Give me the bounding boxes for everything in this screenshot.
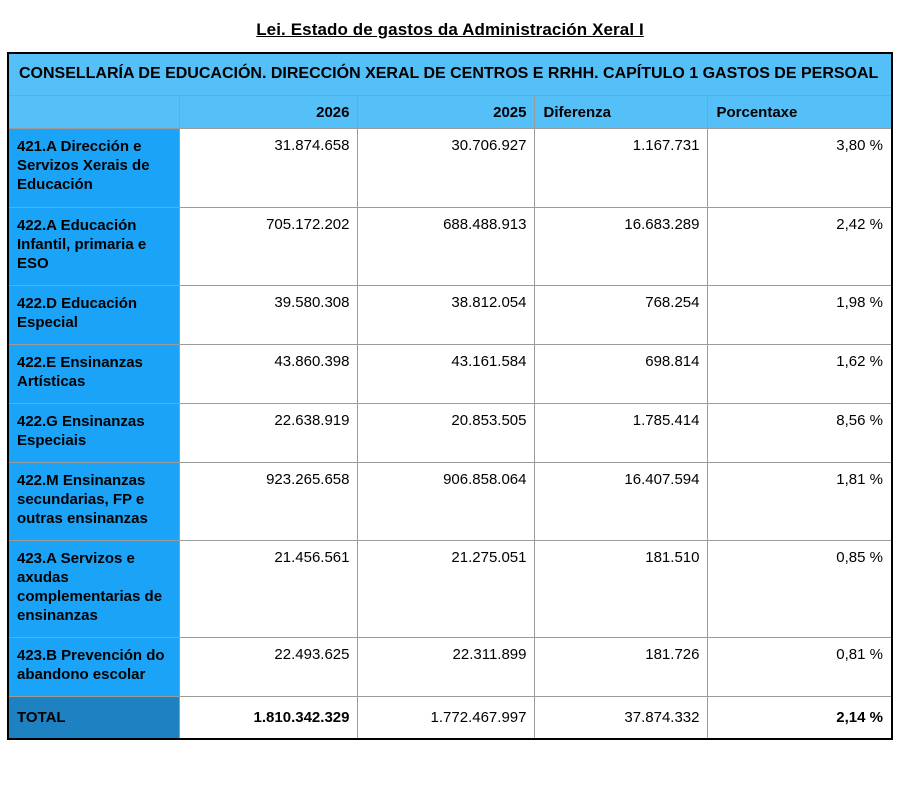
cell-2026: 43.860.398 — [180, 344, 358, 403]
cell-2025: 43.161.584 — [358, 344, 535, 403]
cell-porcentaxe: 0,81 % — [708, 638, 892, 697]
cell-porcentaxe: 1,81 % — [708, 462, 892, 540]
cell-2026: 705.172.202 — [180, 207, 358, 285]
cell-2025: 38.812.054 — [358, 285, 535, 344]
total-2025: 1.772.467.997 — [358, 697, 535, 740]
budget-table — [7, 52, 893, 740]
total-2026: 1.810.342.329 — [180, 697, 358, 740]
column-header-row — [8, 96, 892, 129]
cell-porcentaxe: 1,62 % — [708, 344, 892, 403]
cell-diferenza: 181.726 — [535, 638, 708, 697]
cell-2025: 688.488.913 — [358, 207, 535, 285]
table-row — [8, 403, 892, 462]
table-row — [8, 207, 892, 285]
table-row — [8, 344, 892, 403]
column-header-diferenza: Diferenza — [535, 96, 708, 129]
cell-diferenza: 698.814 — [535, 344, 708, 403]
cell-2025: 20.853.505 — [358, 403, 535, 462]
cell-diferenza: 1.785.414 — [535, 403, 708, 462]
row-label: 422.E Ensinanzas Artísticas — [8, 344, 180, 403]
column-header-2025: 2025 — [358, 96, 535, 129]
table-header-band: CONSELLARÍA DE EDUCACIÓN. DIRECCIÓN XERAL DE CENTROS E RRHH. CAPÍTULO 1 GASTOS DE PERSOAL — [8, 53, 892, 96]
cell-2025: 21.275.051 — [358, 541, 535, 638]
cell-2026: 923.265.658 — [180, 462, 358, 540]
cell-2025: 906.858.064 — [358, 462, 535, 540]
table-row — [8, 541, 892, 638]
cell-diferenza: 16.683.289 — [535, 207, 708, 285]
cell-2026: 31.874.658 — [180, 129, 358, 207]
page-title: Lei. Estado de gastos da Administración Xeral I — [256, 20, 644, 39]
total-porcentaxe: 2,14 % — [708, 697, 892, 740]
total-diferenza: 37.874.332 — [535, 697, 708, 740]
column-header-empty — [8, 96, 180, 129]
cell-porcentaxe: 8,56 % — [708, 403, 892, 462]
cell-diferenza: 181.510 — [535, 541, 708, 638]
cell-diferenza: 1.167.731 — [535, 129, 708, 207]
cell-porcentaxe: 0,85 % — [708, 541, 892, 638]
cell-diferenza: 768.254 — [535, 285, 708, 344]
row-label: 422.G Ensinanzas Especiais — [8, 403, 180, 462]
cell-2026: 22.493.625 — [180, 638, 358, 697]
table-row — [8, 638, 892, 697]
row-label: 421.A Dirección e Servizos Xerais de Educación — [8, 129, 180, 207]
cell-porcentaxe: 2,42 % — [708, 207, 892, 285]
column-header-2026: 2026 — [180, 96, 358, 129]
cell-porcentaxe: 3,80 % — [708, 129, 892, 207]
cell-porcentaxe: 1,98 % — [708, 285, 892, 344]
cell-2025: 30.706.927 — [358, 129, 535, 207]
cell-2025: 22.311.899 — [358, 638, 535, 697]
cell-diferenza: 16.407.594 — [535, 462, 708, 540]
column-header-porcentaxe: Porcentaxe — [708, 96, 892, 129]
table-row — [8, 285, 892, 344]
row-label: 422.M Ensinanzas secundarias, FP e outras ensinanzas — [8, 462, 180, 540]
row-label: 423.B Prevención do abandono escolar — [8, 638, 180, 697]
table-row — [8, 462, 892, 540]
total-row — [8, 697, 892, 740]
row-label: 422.D Educación Especial — [8, 285, 180, 344]
cell-2026: 22.638.919 — [180, 403, 358, 462]
cell-2026: 39.580.308 — [180, 285, 358, 344]
cell-2026: 21.456.561 — [180, 541, 358, 638]
table-header-band-row — [8, 53, 892, 96]
row-label: 423.A Servizos e axudas complementarias de ensinanzas — [8, 541, 180, 638]
table-row — [8, 129, 892, 207]
row-label: 422.A Educación Infantil, primaria e ESO — [8, 207, 180, 285]
total-label: TOTAL — [8, 697, 180, 740]
